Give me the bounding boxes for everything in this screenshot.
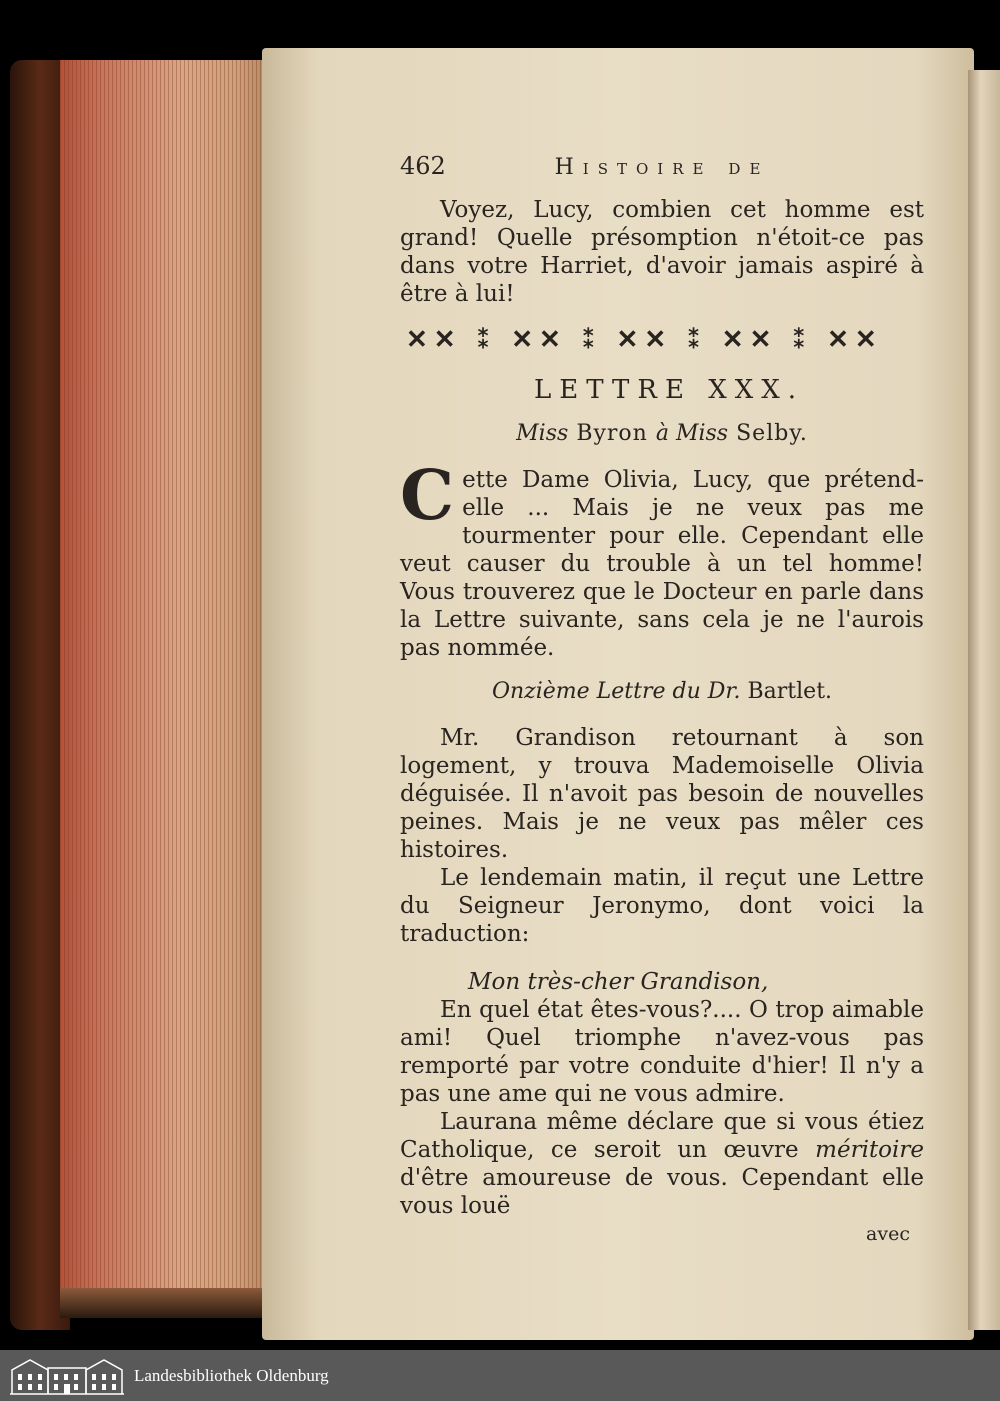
paragraph-5 <box>400 1108 924 1220</box>
section-title-name: Bartlet. <box>747 679 833 704</box>
section-title-italic: Onzième Lettre du Dr. <box>491 679 741 704</box>
facing-page-edge <box>968 70 1000 1330</box>
intro-paragraph: Voyez, Lucy, combien cet homme est grand! Quelle présomption n'étoit-ce pas dans votre Harriet, d'avoir jamais aspiré à être à lui! <box>400 197 924 307</box>
catchword: avec <box>866 1223 910 1245</box>
addressee-name-1: Byron <box>576 421 648 446</box>
paragraph-5-end: d'être amoureuse de vous. Cependant elle vous louë <box>400 1165 924 1219</box>
paragraph-5-start: Laurana même déclare que si vous étiez Catholique, ce seroit un œuvre <box>400 1109 924 1163</box>
opening-paragraph-text: ette Dame Olivia, Lucy, que prétend-elle ... Mais je ne veux pas me tourmenter pour elle. Cependant elle veut causer du trouble à un tel homme! Vous trouverez que le Docteur en parle dans la Lettre suivante, sans cela je ne l'aurois pas nommée. <box>400 467 924 661</box>
paragraph-2: Mr. Grandison retournant à son logement, y trouva Mademoiselle Olivia déguisée. Il n'avoit pas besoin de nouvelles peines. Mais je ne veux pas mêler ces histoires. <box>400 725 924 863</box>
addressee-name-2: Selby. <box>736 421 808 446</box>
library-building-icon <box>8 1356 126 1396</box>
letter-title: LETTRE XXX. <box>533 375 805 405</box>
addressee-miss-1: Miss <box>516 421 569 446</box>
footer-bar <box>0 1350 1000 1401</box>
ornament-divider: ✕✕ ⁑ ✕✕ ⁑ ✕✕ ⁑ ✕✕ ⁑ ✕✕ <box>406 326 883 355</box>
paragraph-5-emphasis: méritoire <box>815 1137 924 1163</box>
section-title <box>400 678 924 706</box>
letter-salutation: Mon très-cher Grandison, <box>468 969 769 995</box>
letter-addressee <box>400 420 924 448</box>
page-header <box>400 152 924 196</box>
paragraph-3: Le lendemain matin, il reçut une Lettre du Seigneur Jeronymo, dont voici la traduction: <box>400 865 924 947</box>
running-head: Histoire de <box>554 155 770 180</box>
opening-paragraph <box>400 456 924 662</box>
paragraph-4: En quel état êtes-vous?.... O trop aimable ami! Quel triomphe n'avez-vous pas remporté par votre conduite d'hier! Il n'y a pas une ame qui ne vous admire. <box>400 997 924 1107</box>
library-name: Landesbibliothek Oldenburg <box>134 1365 329 1385</box>
page-edges <box>60 60 280 1300</box>
drop-cap: C <box>400 456 455 536</box>
page-text <box>400 152 924 1248</box>
addressee-miss-2: à Miss <box>655 421 729 446</box>
page-number: 462 <box>400 152 446 180</box>
